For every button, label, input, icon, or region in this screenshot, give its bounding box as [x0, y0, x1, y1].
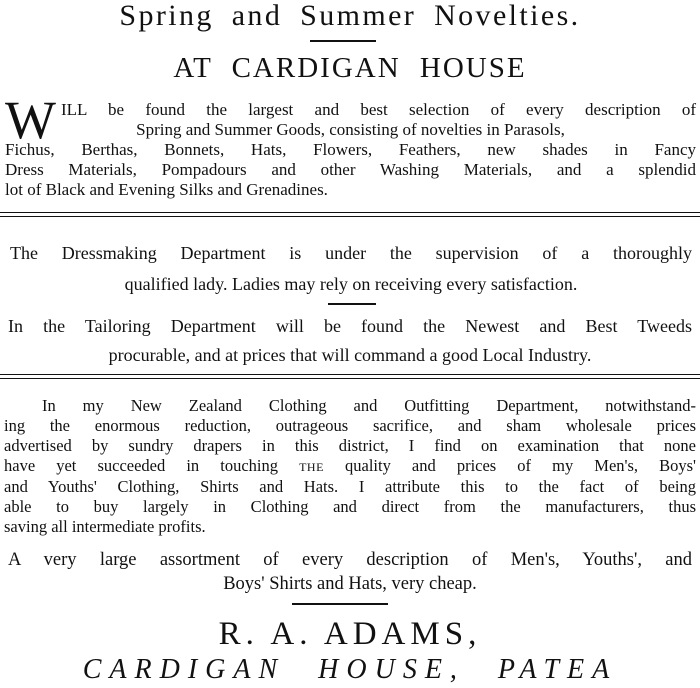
assortment-paragraph: [8, 548, 692, 596]
intro-line: lot of Black and Evening Silks and Grenadines.: [5, 180, 328, 199]
clothing-line: and Youths' Clothing, Shirts and Hats. I attribute this to the fact of being: [4, 477, 696, 496]
footer-divider: [292, 603, 388, 605]
inner-divider: [328, 303, 376, 305]
proprietor-name: R. A. ADAMS,: [218, 616, 482, 652]
advert-subtitle: AT CARDIGAN HOUSE: [173, 52, 527, 84]
dressmaking-line: The Dressmaking Department is under the supervision of a thoroughly: [10, 243, 692, 263]
clothing-line: [4, 456, 696, 477]
intro-line: ILL be found the largest and best selection of every description of: [61, 100, 696, 119]
intro-line: Spring and Summer Goods, consisting of novelties in Parasols,: [136, 120, 565, 139]
clothing-line-text: have yet succeeded in touching: [4, 456, 278, 475]
intro-line: Fichus, Berthas, Bonnets, Hats, Flowers, Feathers, new shades in Fancy: [5, 140, 696, 159]
clothing-line: ing the enormous reduction, outrageous sacrifice, and sham wholesale prices: [4, 416, 696, 435]
clothing-emphasis: THE: [299, 460, 324, 474]
clothing-line: able to buy largely in Clothing and direct from the manufacturers, thus: [4, 497, 696, 516]
section-divider: [0, 212, 700, 213]
dressmaking-paragraph: [10, 238, 692, 300]
assortment-line: Boys' Shirts and Hats, very cheap.: [223, 574, 477, 594]
tailoring-paragraph: [8, 312, 692, 370]
advert-title: Spring and Summer Novelties.: [119, 0, 581, 32]
clothing-line-text: quality and prices of my Men's, Boys': [345, 456, 697, 475]
section-divider: [0, 216, 700, 217]
section-divider: [0, 374, 700, 375]
intro-paragraph: [5, 100, 696, 200]
drop-cap: W: [5, 90, 56, 150]
clothing-line: saving all intermediate profits.: [4, 517, 206, 536]
title-divider: [310, 40, 376, 42]
clothing-line: advertised by sundry drapers in this district, I find on examination that none: [4, 436, 696, 455]
proprietor-address: CARDIGAN HOUSE, PATEA: [82, 654, 618, 685]
tailoring-line: procurable, and at prices that will command a good Local Industry.: [108, 345, 592, 365]
assortment-line: A very large assortment of every description of Men's, Youths', and: [8, 550, 692, 570]
clothing-line: In my New Zealand Clothing and Outfitting Department, notwithstand-: [42, 396, 696, 415]
tailoring-line: In the Tailoring Department will be found the Newest and Best Tweeds: [8, 316, 692, 336]
clothing-paragraph: [4, 396, 696, 537]
dressmaking-line: qualified lady. Ladies may rely on receiving every satisfaction.: [124, 274, 578, 294]
intro-line: Dress Materials, Pompadours and other Washing Materials, and a splendid: [5, 160, 696, 179]
section-divider: [0, 378, 700, 379]
